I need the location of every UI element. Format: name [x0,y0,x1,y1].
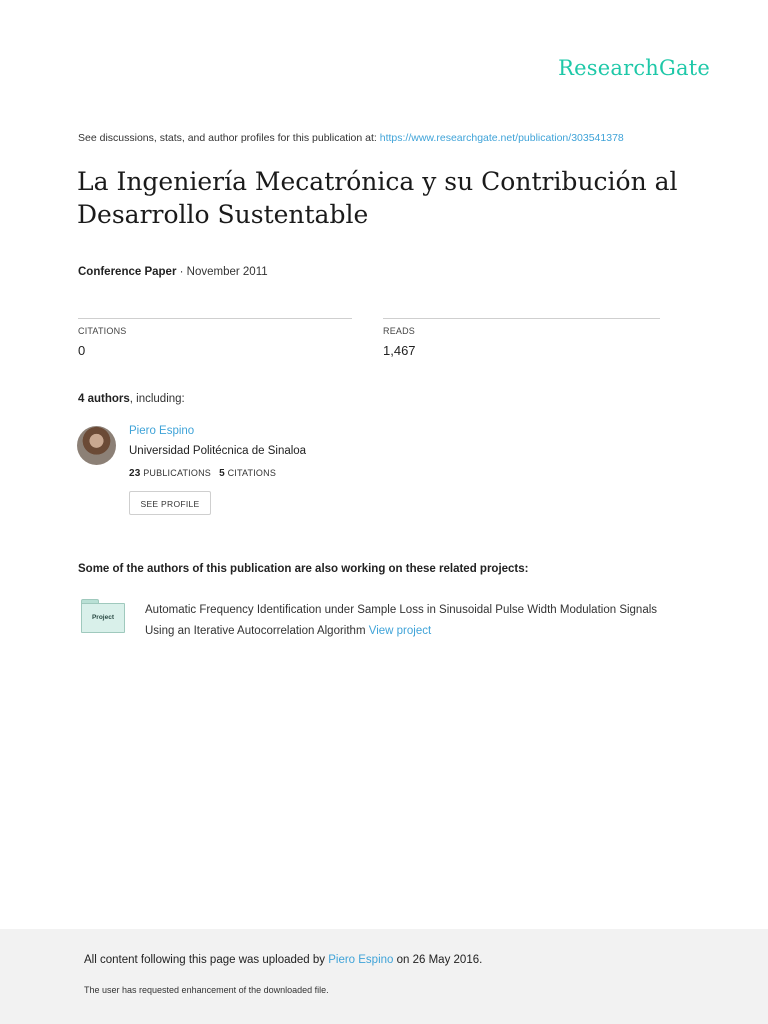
authors-count: 4 authors [78,393,130,405]
publication-meta [78,266,268,278]
project-title-line-1: Automatic Frequency Identification under Sample Loss in Sinusoidal Pulse Width Modulation Signals [145,604,658,616]
enhancement-note: The user has requested enhancement of the downloaded file. [84,985,329,995]
project-title-line-2: Using an Iterative Autocorrelation Algorithm [145,625,369,637]
author-citations-label: CITATIONS [227,468,277,478]
upload-info [84,954,482,966]
publication-url-link[interactable]: https://www.researchgate.net/publication/303541378 [379,132,624,144]
see-profile-button[interactable]: SEE PROFILE [129,491,211,515]
author-institution: Universidad Politécnica de Sinaloa [129,445,307,457]
citations-label: CITATIONS [78,326,127,336]
reads-count: 1,467 [383,343,416,358]
authors-heading [78,393,185,405]
publication-date: · November 2011 [176,266,268,278]
upload-prefix: All content following this page was uploaded by [84,954,329,966]
citations-divider [78,318,352,319]
view-project-link[interactable]: View project [368,625,432,637]
authors-including: , including: [129,393,185,405]
uploader-link[interactable]: Piero Espino [328,954,394,966]
citations-count: 0 [78,343,86,358]
project-folder-icon[interactable] [81,599,125,633]
author-avatar[interactable] [77,426,116,465]
reads-divider [383,318,660,319]
publication-type: Conference Paper [78,266,177,278]
title-line-2: Desarrollo Sustentable [77,200,369,229]
author-citations-count: 5 [219,468,225,479]
related-projects-heading: Some of the authors of this publication are also working on these related projects: [78,563,529,575]
reads-label: READS [383,326,416,336]
researchgate-logo[interactable]: ResearchGate [558,56,710,80]
project-description [145,600,725,642]
upload-footer [0,929,768,1024]
publication-title [77,165,717,231]
author-publications-label: PUBLICATIONS [143,468,211,478]
discussion-text: See discussions, stats, and author profiles for this publication at: [78,132,380,144]
upload-date: on 26 May 2016. [393,954,483,966]
project-icon-label: Project [81,603,125,633]
title-line-1: La Ingeniería Mecatrónica y su Contribución al [77,167,678,196]
author-stats [129,468,276,479]
author-publications-count: 23 [129,468,141,479]
discussion-notice [78,132,624,144]
author-name-link[interactable]: Piero Espino [129,425,195,437]
